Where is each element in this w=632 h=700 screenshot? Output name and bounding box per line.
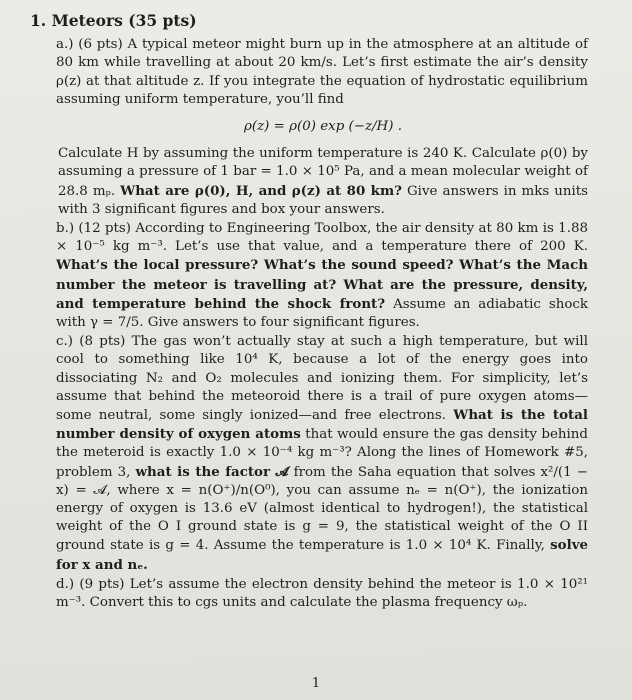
part-b-question: What’s the local pressure? What’s the sound speed? What’s the Mach number the meteor is travelling at? What are the pressure, density, and temperature behind the shock front? xyxy=(56,257,588,312)
part-c-label: c.) (8 pts) xyxy=(56,334,126,350)
part-c xyxy=(56,333,588,575)
part-a-text-1: A typical meteor might burn up in the atmosphere at an altitude of 80 km while travelling at about 20 km/s. Let’s first estimate the air’s density ρ(z) at that altitude z. If you integrate the equation of hydrostatic equilibrium assuming uniform temperature, you’ll find xyxy=(56,37,588,107)
problem-content xyxy=(30,11,589,613)
part-a xyxy=(56,36,588,109)
part-b xyxy=(56,220,588,332)
part-c-text-2: that would ensure the gas density behind the meteroid is exactly 1.0 × 10⁻⁴ kg m⁻³? Along the lines of Homework #5, problem 3, xyxy=(56,427,588,480)
part-c-question-1: What is the total number density of oxygen atoms xyxy=(56,407,588,443)
part-c-question-3: solve for x and nₑ. xyxy=(56,537,588,573)
part-c-question-2: what is the factor 𝓐 xyxy=(135,463,289,480)
part-a-text-2: Calculate H by assuming the uniform temperature is 240 K. Calculate ρ(0) by assuming a pressure of 1 bar = 1.0 × 10⁵ Pa, and a mean molecular weight of 28.8 mₚ. xyxy=(58,146,588,199)
density-equation: ρ(z) = ρ(0) exp (−z/H) . xyxy=(244,119,402,135)
part-b-text-2: Assume an adiabatic shock with γ = 7/5. Give answers to four significant figures. xyxy=(56,296,588,331)
part-b-text-1: According to Engineering Toolbox, the air density at 80 km is 1.88 × 10⁻⁵ kg m⁻³. Let’s use that value, and a temperature there of 200 K. xyxy=(56,221,588,255)
part-a-text-3: Give answers in mks units with 3 significant figures and box your answers. xyxy=(58,183,588,217)
part-d-label: d.) (9 pts) xyxy=(56,576,125,592)
part-d xyxy=(56,576,588,612)
page-number: 1 xyxy=(311,676,321,691)
part-d-text-1: Let’s assume the electron density behind the meteor is 1.0 × 10²¹ m⁻³. Convert this to cgs units and calculate the plasma frequency ωₚ. xyxy=(56,576,588,611)
part-c-text-1: The gas won’t actually stay at such a high temperature, but will cool to something like 10⁴ K, because a lot of the energy goes into dissociating N₂ and O₂ molecules and ionizing them. For simplicity, let’s assume that behind the meteoroid there is a trail of pure oxygen atoms—some neutral, some singly ionized—and free electrons. xyxy=(56,334,588,424)
part-a-question: What are ρ(0), H, and ρ(z) at 80 km? xyxy=(120,182,402,199)
part-a-continued xyxy=(58,145,588,219)
part-a-label: a.) (6 pts) xyxy=(56,37,123,53)
problem-heading: 1. Meteors (35 pts) xyxy=(30,11,197,30)
part-c-text-3: from the Saha equation that solves x²/(1 − x) = 𝓐, where x = n(O⁺)/n(O⁰), you can assume nₑ = n(O⁺), the ionization energy of oxygen is 13.6 eV (almost identical to hydrogen!), the statistical weight of the O I ground state is g = 9, the statistical weight of the O II ground state is g = 4. Assume the temperature is 1.0 × 10⁴ K. Finally, xyxy=(56,464,589,554)
part-b-label: b.) (12 pts) xyxy=(56,221,132,237)
